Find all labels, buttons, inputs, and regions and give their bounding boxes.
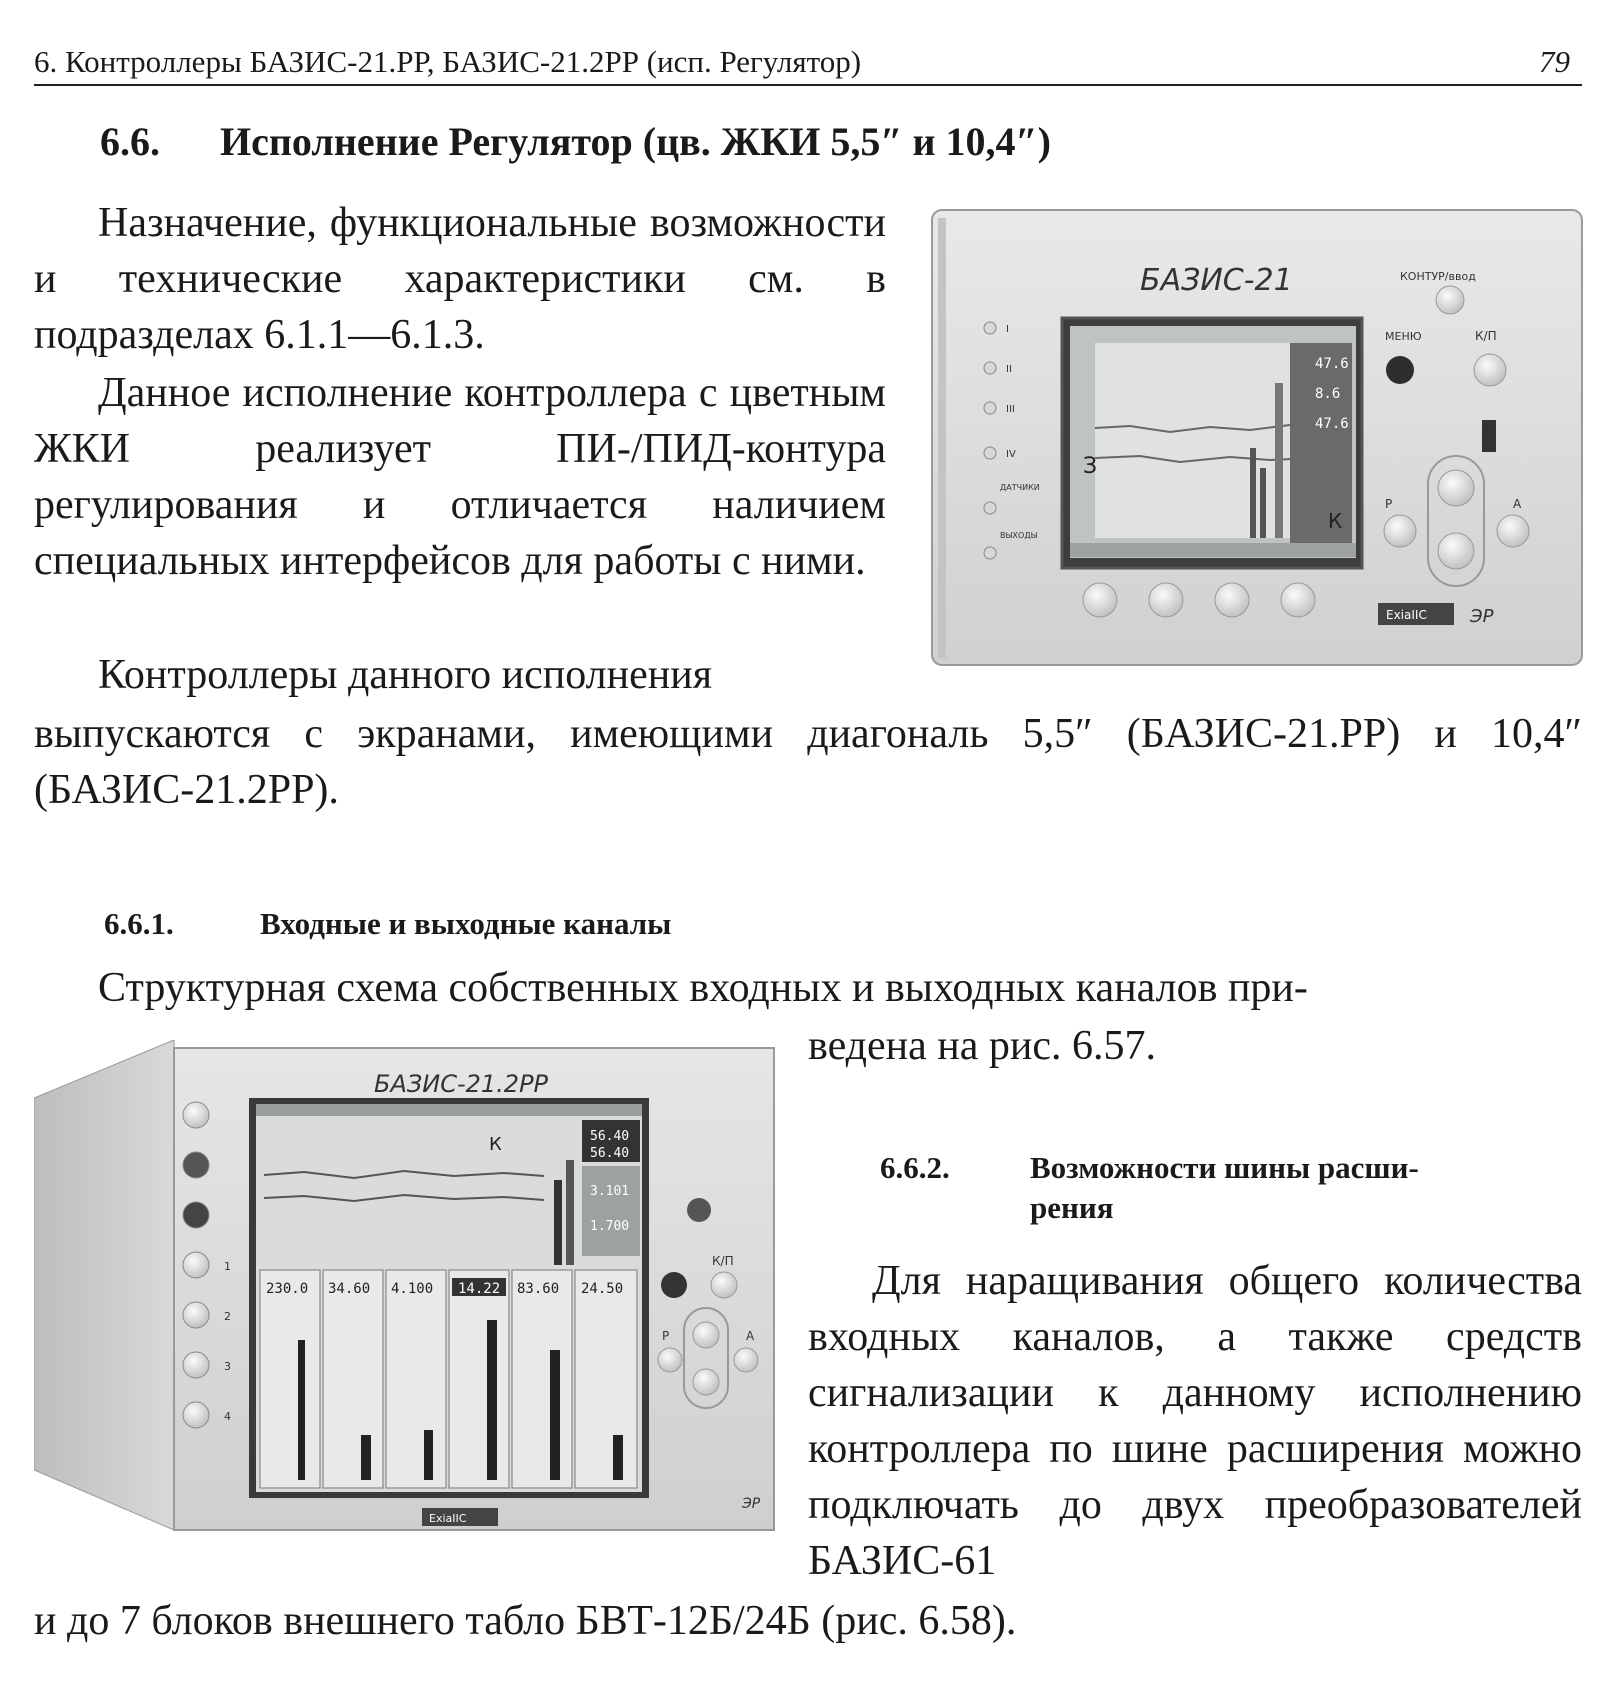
- svg-text:ДАТЧИКИ: ДАТЧИКИ: [1000, 483, 1040, 492]
- svg-text:24.50: 24.50: [581, 1281, 624, 1297]
- subsection-6-6-1-number: 6.6.1.: [104, 906, 174, 941]
- svg-text:1: 1: [224, 1260, 231, 1273]
- sub2-paragraph: Для наращивания общего количества входных каналов, а также средств сигнализации к данному исполнению контроллера по шине расширения можно подключать до двух преобразователей БАЗИС-61: [808, 1258, 1582, 1584]
- svg-text:КОНТУР/ввод: КОНТУР/ввод: [1400, 270, 1476, 283]
- controller-photo-basis21-2rr: [34, 1040, 784, 1540]
- brand-label: БАЗИС-21: [1140, 263, 1293, 298]
- subsection-6-6-1-text: Входные и выходные каналы: [260, 906, 672, 941]
- svg-text:ЭР: ЭР: [1470, 606, 1494, 627]
- svg-text:I: I: [1006, 324, 1009, 335]
- svg-text:47.6: 47.6: [1315, 416, 1349, 432]
- svg-text:З: З: [1083, 454, 1098, 479]
- svg-text:К/П: К/П: [1475, 329, 1497, 343]
- section-title-text: Исполнение Регулятор (цв. ЖКИ 5,5″ и 10,4″): [220, 119, 1051, 164]
- svg-text:1.700: 1.700: [590, 1219, 630, 1234]
- svg-text:К: К: [1328, 509, 1343, 533]
- subsection-6-6-1-title: [104, 906, 671, 942]
- svg-text:ExiaIIC: ExiaIIC: [1386, 608, 1427, 622]
- section-title: [100, 118, 1051, 165]
- svg-text:ЭР: ЭР: [742, 1496, 761, 1512]
- svg-text:Р: Р: [662, 1329, 670, 1343]
- svg-text:4.100: 4.100: [391, 1281, 434, 1297]
- svg-text:ExiaIIC: ExiaIIC: [429, 1512, 467, 1525]
- svg-text:ВЫХОДЫ: ВЫХОДЫ: [1000, 531, 1038, 540]
- svg-text:МЕНЮ: МЕНЮ: [1385, 330, 1422, 343]
- section-number: 6.6.: [100, 119, 160, 164]
- svg-text:II: II: [1006, 364, 1012, 375]
- intro-paragraph-1: Назначение, функциональные возможности и технические характеристики см. в подразделах 6.1.1—6.1.3.: [34, 200, 886, 358]
- intro-paragraph-3b: выпускаются с экранами, имеющими диагональ 5,5″ (БАЗИС-21.РР) и 10,4″ (БАЗИС-21.2РР).: [34, 711, 1582, 813]
- svg-text:А: А: [746, 1329, 755, 1343]
- subsection-6-6-2-title-line2: рения: [1030, 1190, 1114, 1225]
- subsection-6-6-2-text-line1: Возможности шины расши-: [1030, 1150, 1419, 1185]
- subsection-6-6-2-number: 6.6.2.: [880, 1150, 950, 1185]
- svg-text:14.22: 14.22: [458, 1281, 501, 1297]
- svg-text:4: 4: [224, 1410, 231, 1423]
- svg-text:34.60: 34.60: [328, 1281, 371, 1297]
- brand-label-2: БАЗИС-21.2РР: [374, 1070, 549, 1098]
- svg-text:III: III: [1006, 404, 1015, 415]
- controller-photo-basis21: [930, 208, 1585, 668]
- sub1-paragraph-a: Структурная схема собственных входных и выходных каналов при-: [98, 965, 1308, 1011]
- svg-text:56.40: 56.40: [590, 1129, 630, 1144]
- svg-text:IV: IV: [1006, 449, 1016, 460]
- page-number: 79: [1539, 44, 1570, 79]
- svg-text:83.60: 83.60: [517, 1281, 560, 1297]
- sub1-paragraph-b: ведена на рис. 6.57.: [808, 1023, 1157, 1069]
- svg-text:3: 3: [224, 1360, 231, 1373]
- svg-text:47.6: 47.6: [1315, 356, 1349, 372]
- svg-text:А: А: [1513, 497, 1522, 511]
- svg-text:230.0: 230.0: [266, 1281, 309, 1297]
- svg-text:2: 2: [224, 1310, 231, 1323]
- sub2-paragraph-end: и до 7 блоков внешнего табло БВТ-12Б/24Б (рис. 6.58).: [34, 1598, 1017, 1644]
- intro-paragraph-2: Данное исполнение контроллера с цветным ЖКИ реализует ПИ-/ПИД-контура регулирования и отличается наличием специальных интерфейсов для работы с ними.: [34, 370, 886, 584]
- svg-text:К: К: [489, 1134, 502, 1155]
- svg-text:56.40: 56.40: [590, 1146, 630, 1161]
- page-header: [34, 38, 1582, 86]
- svg-text:К/П: К/П: [712, 1254, 734, 1268]
- svg-text:Р: Р: [1385, 497, 1393, 511]
- subsection-6-6-2-title: [880, 1150, 1580, 1186]
- svg-text:3.101: 3.101: [590, 1184, 630, 1199]
- intro-paragraph-3a: Контроллеры данного исполнения: [98, 652, 713, 698]
- svg-text:8.6: 8.6: [1315, 386, 1341, 402]
- running-title: 6. Контроллеры БАЗИС-21.РР, БАЗИС-21.2РР (исп. Регулятор): [34, 44, 862, 79]
